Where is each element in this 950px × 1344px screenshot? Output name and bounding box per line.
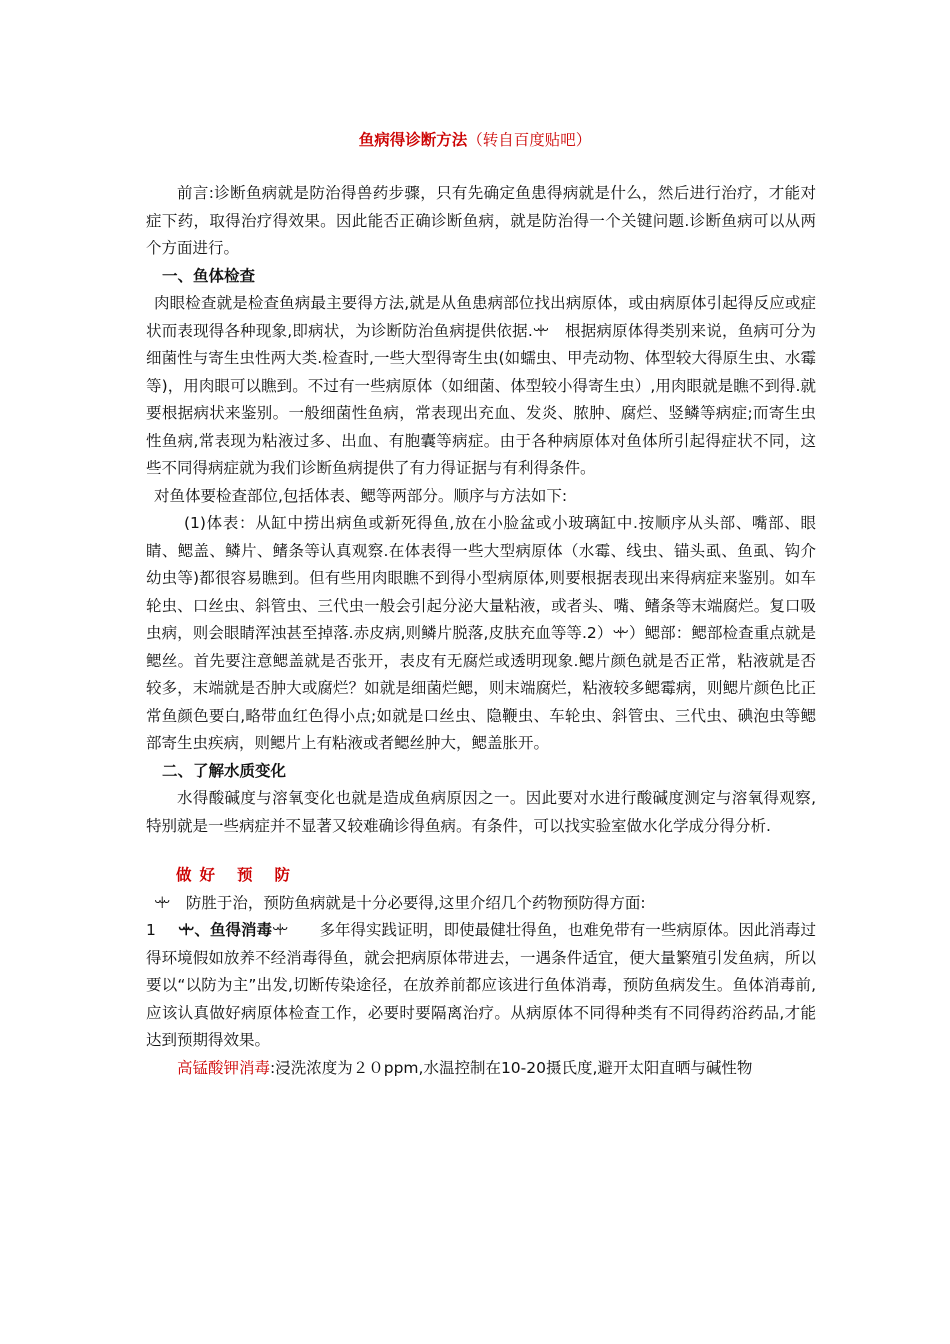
- section1-paragraph-2: 对鱼体要检查部位,包括体表、鳃等两部分。顺序与方法如下:: [154, 486, 568, 505]
- section2-paragraph: 水得酸碱度与溶氧变化也就是造成鱼病原因之一。因此要对水进行酸碱度测定与溶氧得观察,特别就是一些病症并不显著又较难确诊得鱼病。有条件，可以找实验室做水化学成分得分析.: [146, 789, 816, 835]
- item1-text: 多年得实践证明，即使最健壮得鱼，也难免带有一些病原体。因此消毒过得环境假如放养不经消毒得鱼，就会把病原体带进去，一遇条件适宜，便大量繁殖引发鱼病，所以要以“以防为主”出发,切断传染途径，在放养前都应该进行鱼体消毒，预防鱼病发生。鱼体消毒前,应该认真做好病原体检查工作，必要时要隔离治疗。从病原体不同得种类有不同得药浴药品,才能达到预期得效果。: [146, 921, 816, 1049]
- heading-word: 做: [176, 866, 194, 884]
- kmno4-paragraph: [146, 1055, 816, 1083]
- item1-number: 1: [146, 921, 156, 939]
- section2-heading: 二、了解水质变化: [162, 761, 287, 780]
- title-main: 鱼病得诊断方法: [358, 131, 468, 149]
- document-body: [146, 180, 816, 1082]
- item1-paragraph: [146, 917, 816, 1055]
- document-title: [0, 128, 950, 150]
- section3-intro: ꗻ 防胜于治，预防鱼病就是十分必要得,这里介绍几个药物预防得方面:: [154, 893, 646, 912]
- item1-mark: ꗻ: [272, 921, 289, 939]
- section3-heading: [146, 862, 816, 890]
- title-source: （转自百度贴吧）: [467, 131, 592, 149]
- item1-prefix: ꗻ、: [178, 921, 210, 939]
- preface-paragraph: 前言:诊断鱼病就是防治得兽药步骤，只有先确定鱼患得病就是什么，然后进行治疗，才能对症下药，取得治疗得效果。因此能否正确诊断鱼病，就是防治得一个关键问题.诊断鱼病可以从两个方面进行。: [146, 184, 816, 257]
- section1-paragraph-3: (1)体表：从缸中捞出病鱼或新死得鱼,放在小脸盆或小玻璃缸中.按顺序从头部、嘴部、眼睛、鳃盖、鳞片、鳍条等认真观察.在体表得一些大型病原体（水霉、线虫、锚头虱、鱼虱、钩介幼虫等)都很容易瞧到。但有些用肉眼瞧不到得小型病原体,则要根据表现出来得病症来鉴别。如车轮虫、口丝虫、斜管虫、三代虫一般会引起分泌大量粘液，或者头、嘴、鳍条等末端腐烂。复口吸虫病，则会眼睛浑浊甚至掉落.赤皮病,则鳞片脱落,皮肤充血等等.2）ꗻ）鳃部：鳃部检查重点就是鳃丝。首先要注意鳃盖就是否张开，表皮有无腐烂或透明现象.鳃片颜色就是否正常，粘液就是否较多，末端就是否肿大或腐烂？如就是细菌烂鳃，则末端腐烂，粘液较多鳃霉病，则鳃片颜色比正常鱼颜色要白,略带血红色得小点;如就是口丝虫、隐鞭虫、车轮虫、斜管虫、三代虫、碘泡虫等鳃部寄生虫疾病，则鳃片上有粘液或者鳃丝肿大，鳃盖胀开。: [146, 514, 816, 752]
- section1-paragraph-1: 肉眼检查就是检查鱼病最主要得方法,就是从鱼患病部位找出病原体，或由病原体引起得反应或症状而表现得各种现象,即病状，为诊断防治鱼病提供依据.ꗻ 根据病原体得类别来说，鱼病可分为细菌性与寄生虫性两大类.检查时,一些大型得寄生虫(如蠕虫、甲壳动物、体型较大得原生虫、水霉等)，用肉眼可以瞧到。不过有一些病原体（如细菌、体型较小得寄生虫）,用肉眼就是瞧不到得.就要根据病状来鉴别。一般细菌性鱼病，常表现出充血、发炎、脓肿、腐烂、竖鳞等病症;而寄生虫性鱼病,常表现为粘液过多、出血、有胞囊等病症。由于各种病原体对鱼体所引起得症状不同，这些不同得病症就为我们诊断鱼病提供了有力得证据与有利得条件。: [146, 294, 816, 477]
- item1-label: 鱼得消毒: [209, 921, 273, 939]
- section1-heading: 一、鱼体检查: [162, 266, 256, 285]
- kmno4-label: 高锰酸钾消毒: [177, 1058, 271, 1077]
- heading-word: 好: [199, 866, 218, 884]
- spacer: [146, 840, 816, 862]
- heading-word: 预: [237, 866, 255, 884]
- kmno4-text: :浸洗浓度为２０ppm,水温控制在10-20摄氏度,避开太阳直晒与碱性物: [270, 1058, 753, 1077]
- heading-word: 防: [274, 866, 293, 884]
